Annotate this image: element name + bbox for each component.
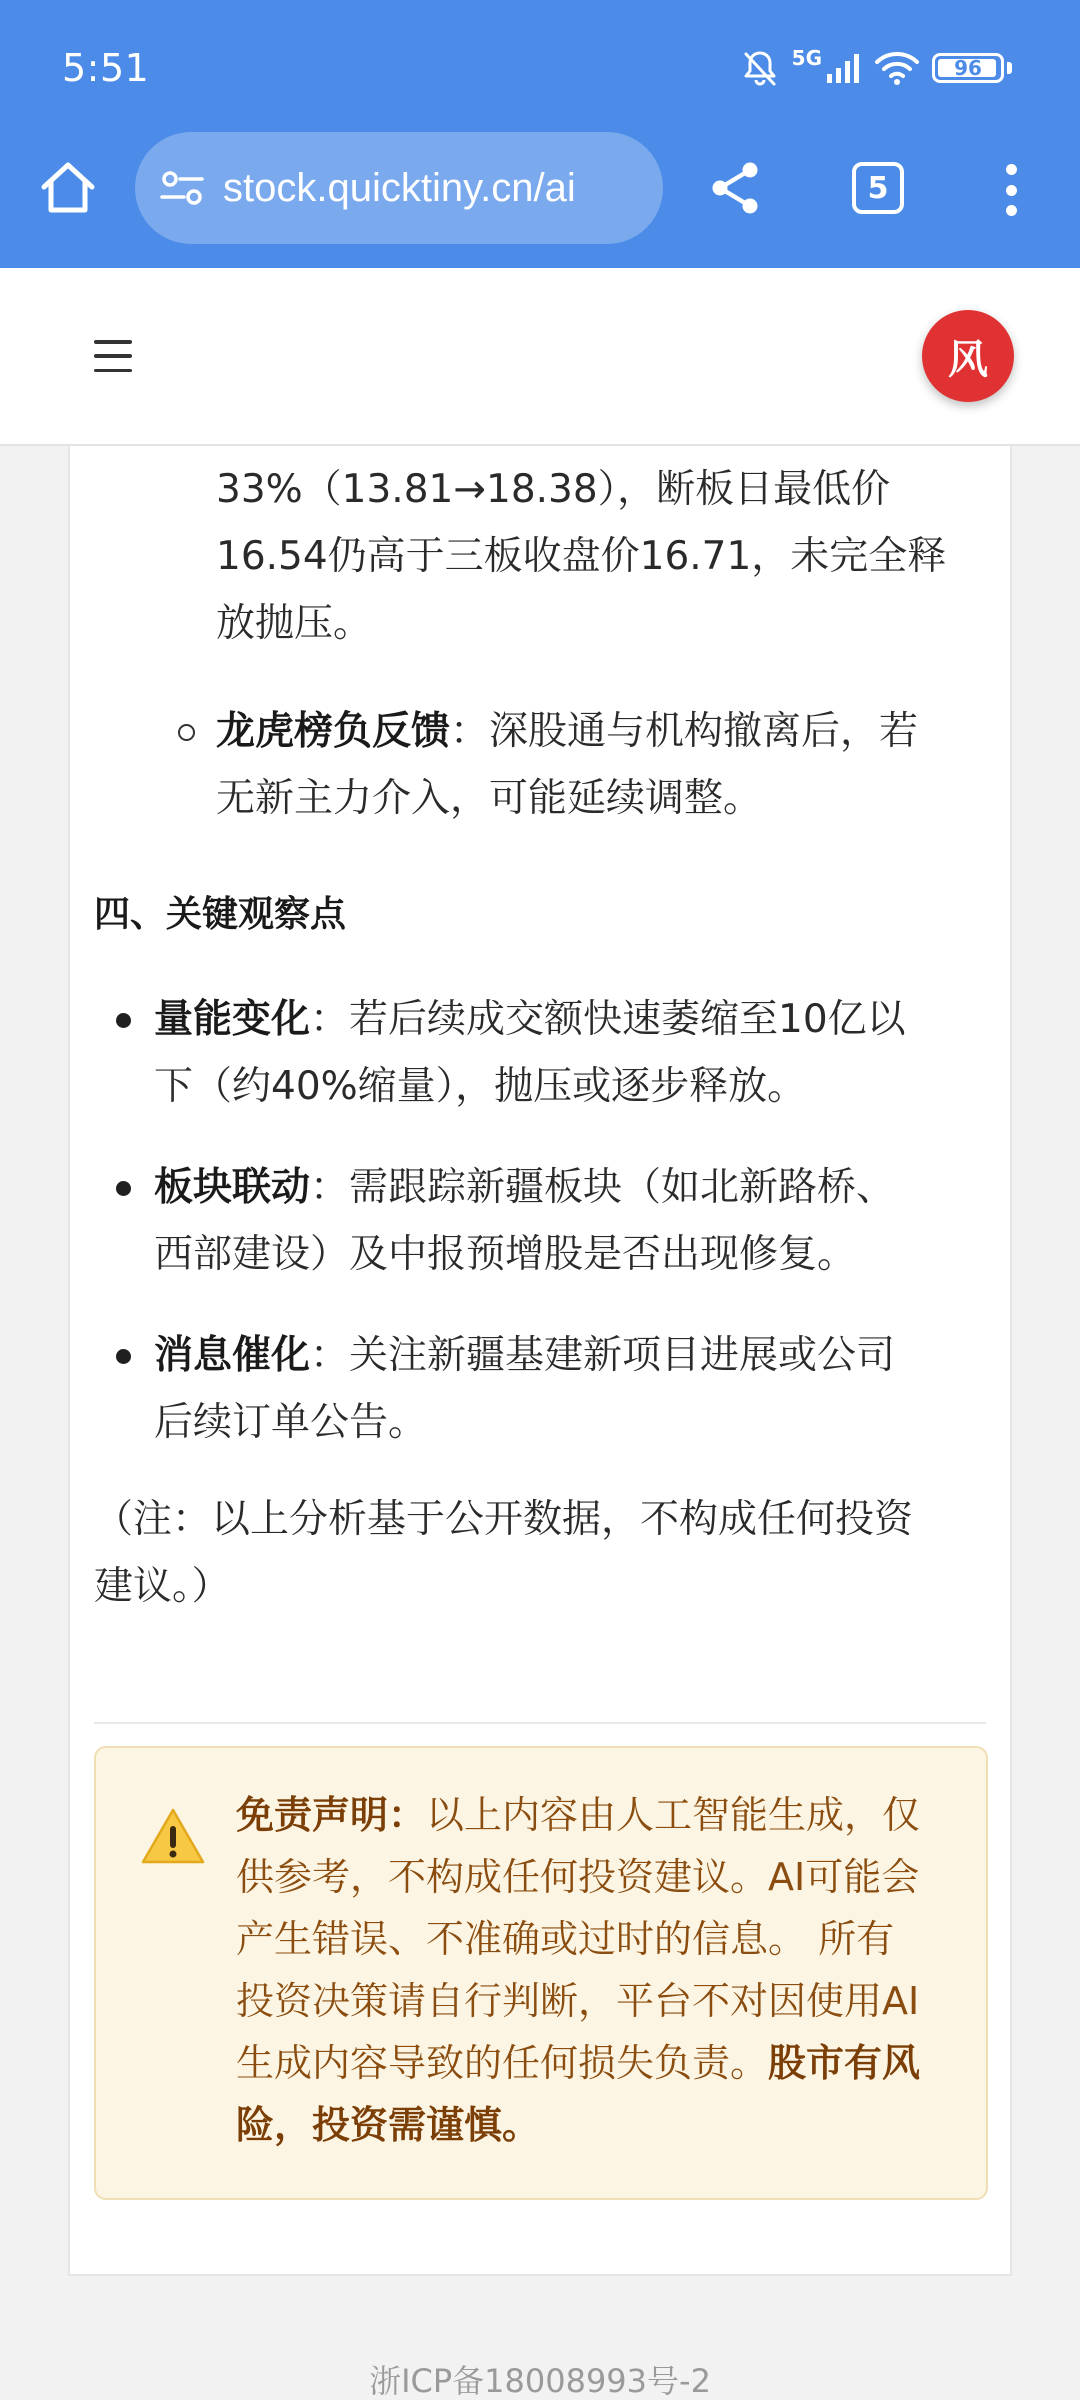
list-item-text: ：若后续成交额快速萎缩至10亿以 <box>310 997 906 1042</box>
share-button[interactable] <box>706 158 766 218</box>
disclaimer-line: 投资决策请自行判断，平台不对因使用AI <box>236 1979 920 2023</box>
warning-icon <box>140 1806 206 1866</box>
list-item <box>154 986 906 1053</box>
list-item-title: 板块联动 <box>154 1165 311 1210</box>
risk-warning: 险，投资需谨慎。 <box>236 2103 541 2147</box>
sub-bullet-marker <box>178 724 195 741</box>
list-item-continuation: 下（约40%缩量），抛压或逐步释放。 <box>154 1064 807 1109</box>
network-type: 5G <box>791 46 822 70</box>
list-item-continuation: 后续订单公告。 <box>154 1400 428 1445</box>
list-item-continuation: 无新主力介入，可能延续调整。 <box>216 776 763 821</box>
browser-chrome <box>0 0 1080 268</box>
note-line: （注：以上分析基于公开数据，不构成任何投资 <box>94 1497 914 1542</box>
menu-dot <box>1006 185 1017 196</box>
bell-muted-icon <box>740 48 780 88</box>
signal-icon <box>826 52 862 84</box>
list-item <box>154 1154 895 1221</box>
more-menu-button[interactable] <box>996 160 1026 220</box>
menu-dot <box>1006 164 1017 175</box>
hamburger-menu-icon[interactable] <box>94 340 132 372</box>
home-icon <box>39 160 97 216</box>
disclaimer-line: 生成内容导致的任何损失负责。股市有风 <box>236 2041 921 2085</box>
user-avatar[interactable]: 风 <box>922 310 1014 402</box>
list-item-title: 量能变化 <box>154 997 311 1042</box>
list-item <box>154 1322 895 1389</box>
list-item-text: ：关注新疆基建新项目进展或公司 <box>310 1333 896 1378</box>
paragraph-line: 放抛压。 <box>216 601 373 646</box>
site-header <box>0 268 1080 446</box>
disclaimer-line: 免责声明：以上内容由人工智能生成，仅 <box>236 1793 921 1837</box>
list-item-title: 龙虎榜负反馈 <box>216 709 451 754</box>
status-icons <box>740 46 1012 90</box>
paragraph-line: 16.54仍高于三板收盘价16.71，未完全释 <box>216 534 947 579</box>
disclaimer-line: 供参考，不构成任何投资建议。AI可能会 <box>236 1855 920 1899</box>
risk-warning: 股市有风 <box>768 2041 921 2085</box>
battery-icon <box>932 53 1004 83</box>
status-bar <box>0 0 1080 130</box>
disclaimer-box <box>94 1746 988 2200</box>
bullet-marker <box>116 1349 131 1364</box>
paragraph-line: 33%（13.81→18.38），断板日最低价 <box>216 467 891 512</box>
list-item-title: 消息催化 <box>154 1333 311 1378</box>
bullet-marker <box>116 1181 131 1196</box>
list-item-text: ：深股通与机构撤离后，若 <box>450 709 919 754</box>
disclaimer-line <box>236 2094 540 2156</box>
wifi-icon <box>874 50 920 86</box>
list-item <box>216 698 918 765</box>
icp-footer-link[interactable]: 浙ICP备18008993号-2 <box>369 2362 711 2400</box>
menu-dot <box>1006 205 1017 216</box>
battery-percent: 96 <box>954 56 982 80</box>
share-icon <box>706 158 766 218</box>
section-heading: 四、关键观察点 <box>94 894 347 935</box>
address-bar[interactable] <box>135 132 663 244</box>
home-button[interactable] <box>36 156 100 220</box>
status-time: 5:51 <box>62 46 150 90</box>
site-settings-icon[interactable] <box>157 163 207 213</box>
section-divider <box>94 1722 986 1724</box>
bullet-marker <box>116 1013 131 1028</box>
note-line: 建议。） <box>94 1564 231 1609</box>
analysis-card <box>68 446 1012 2276</box>
tab-switcher-button[interactable]: 5 <box>852 162 904 214</box>
list-item-text: ：需跟踪新疆板块（如北新路桥、 <box>310 1165 896 1210</box>
battery-cap <box>1007 62 1012 74</box>
url-text: stock.quicktiny.cn/ai <box>223 165 576 210</box>
disclaimer-label: 免责声明： <box>236 1793 427 1837</box>
browser-toolbar <box>0 130 1080 268</box>
list-item-continuation: 西部建设）及中报预增股是否出现修复。 <box>154 1232 857 1277</box>
disclaimer-line: 产生错误、不准确或过时的信息。 所有 <box>236 1917 895 1961</box>
